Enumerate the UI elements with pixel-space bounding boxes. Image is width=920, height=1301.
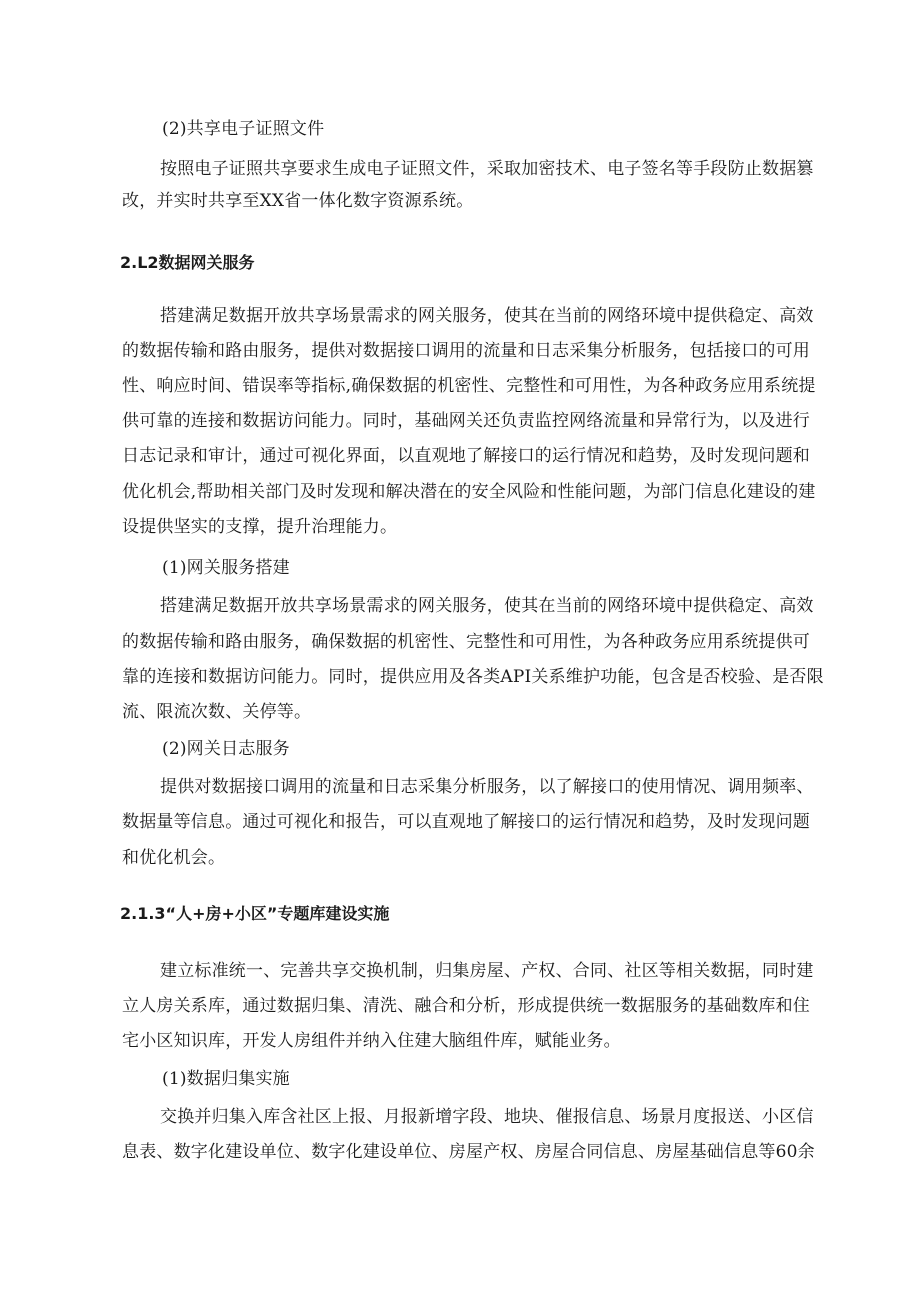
paragraph-line: 性、响应时间、错误率等指标,确保数据的机密性、完整性和可用性，为各种政务应用系统提 <box>122 376 816 396</box>
paragraph-line: 搭建满足数据开放共享场景需求的网关服务，使其在当前的网络环境中提供稳定、高效 <box>160 306 814 326</box>
paragraph-line: 日志记录和审计，通过可视化界面，以直观地了解接口的运行情况和趋势，及时发现问题和 <box>122 446 810 466</box>
paragraph-line: 流、限流次数、关停等。 <box>122 702 312 722</box>
subsection-title: (1)数据归集实施 <box>162 1069 290 1089</box>
paragraph-line: 立人房关系库，通过数据归集、清洗、融合和分析，形成提供统一数据服务的基础数库和住 <box>122 996 810 1016</box>
subsection-title: (1)网关服务搭建 <box>162 558 290 578</box>
paragraph-line: 建立标准统一、完善共享交换机制，归集房屋、产权、合同、社区等相关数据，同时建 <box>160 961 814 981</box>
paragraph-line: 的数据传输和路由服务，确保数据的机密性、完整性和可用性，为各种政务应用系统提供可 <box>122 632 810 652</box>
paragraph-line: 提供对数据接口调用的流量和日志采集分析服务，以了解接口的使用情况、调用频率、 <box>160 777 814 797</box>
paragraph-line: 宅小区知识库，开发人房组件并纳入住建大脑组件库，赋能业务。 <box>122 1031 621 1051</box>
paragraph-line: 供可靠的连接和数据访问能力。同时，基础网关还负责监控网络流量和异常行为，以及进行 <box>122 411 810 431</box>
paragraph-line: 搭建满足数据开放共享场景需求的网关服务，使其在当前的网络环境中提供稳定、高效 <box>160 596 814 616</box>
paragraph-line: 设提供坚实的支撑，提升治理能力。 <box>122 517 398 537</box>
subsection-title: (2)共享电子证照文件 <box>162 119 325 139</box>
paragraph-line: 的数据传输和路由服务，提供对数据接口调用的流量和日志采集分析服务，包括接口的可用 <box>122 341 810 361</box>
paragraph-line: 优化机会,帮助相关部门及时发现和解决潜在的安全风险和性能问题，为部门信息化建设的建 <box>122 482 816 502</box>
paragraph-line: 息表、数字化建设单位、数字化建设单位、房屋产权、房屋合同信息、房屋基础信息等60余 <box>122 1142 815 1162</box>
paragraph-line: 和优化机会。 <box>122 848 226 868</box>
subsection-title: (2)网关日志服务 <box>162 739 290 759</box>
paragraph-line: 数据量等信息。通过可视化和报告，可以直观地了解接口的运行情况和趋势，及时发现问题 <box>122 812 810 832</box>
paragraph-line: 靠的连接和数据访问能力。同时，提供应用及各类API关系维护功能，包含是否校验、是否限 <box>122 667 824 687</box>
paragraph-line: 按照电子证照共享要求生成电子证照文件，采取加密技术、电子签名等手段防止数据篡 <box>160 159 814 179</box>
paragraph-line: 改，并实时共享至XX省一体化数字资源系统。 <box>122 191 474 211</box>
paragraph-line: 交换并归集入库含社区上报、月报新增字段、地块、催报信息、场景月度报送、小区信 <box>160 1107 814 1127</box>
section-heading: 2.1.3“人+房+小区”专题库建设实施 <box>120 904 390 923</box>
section-heading: 2.L2数据网关服务 <box>120 253 255 272</box>
